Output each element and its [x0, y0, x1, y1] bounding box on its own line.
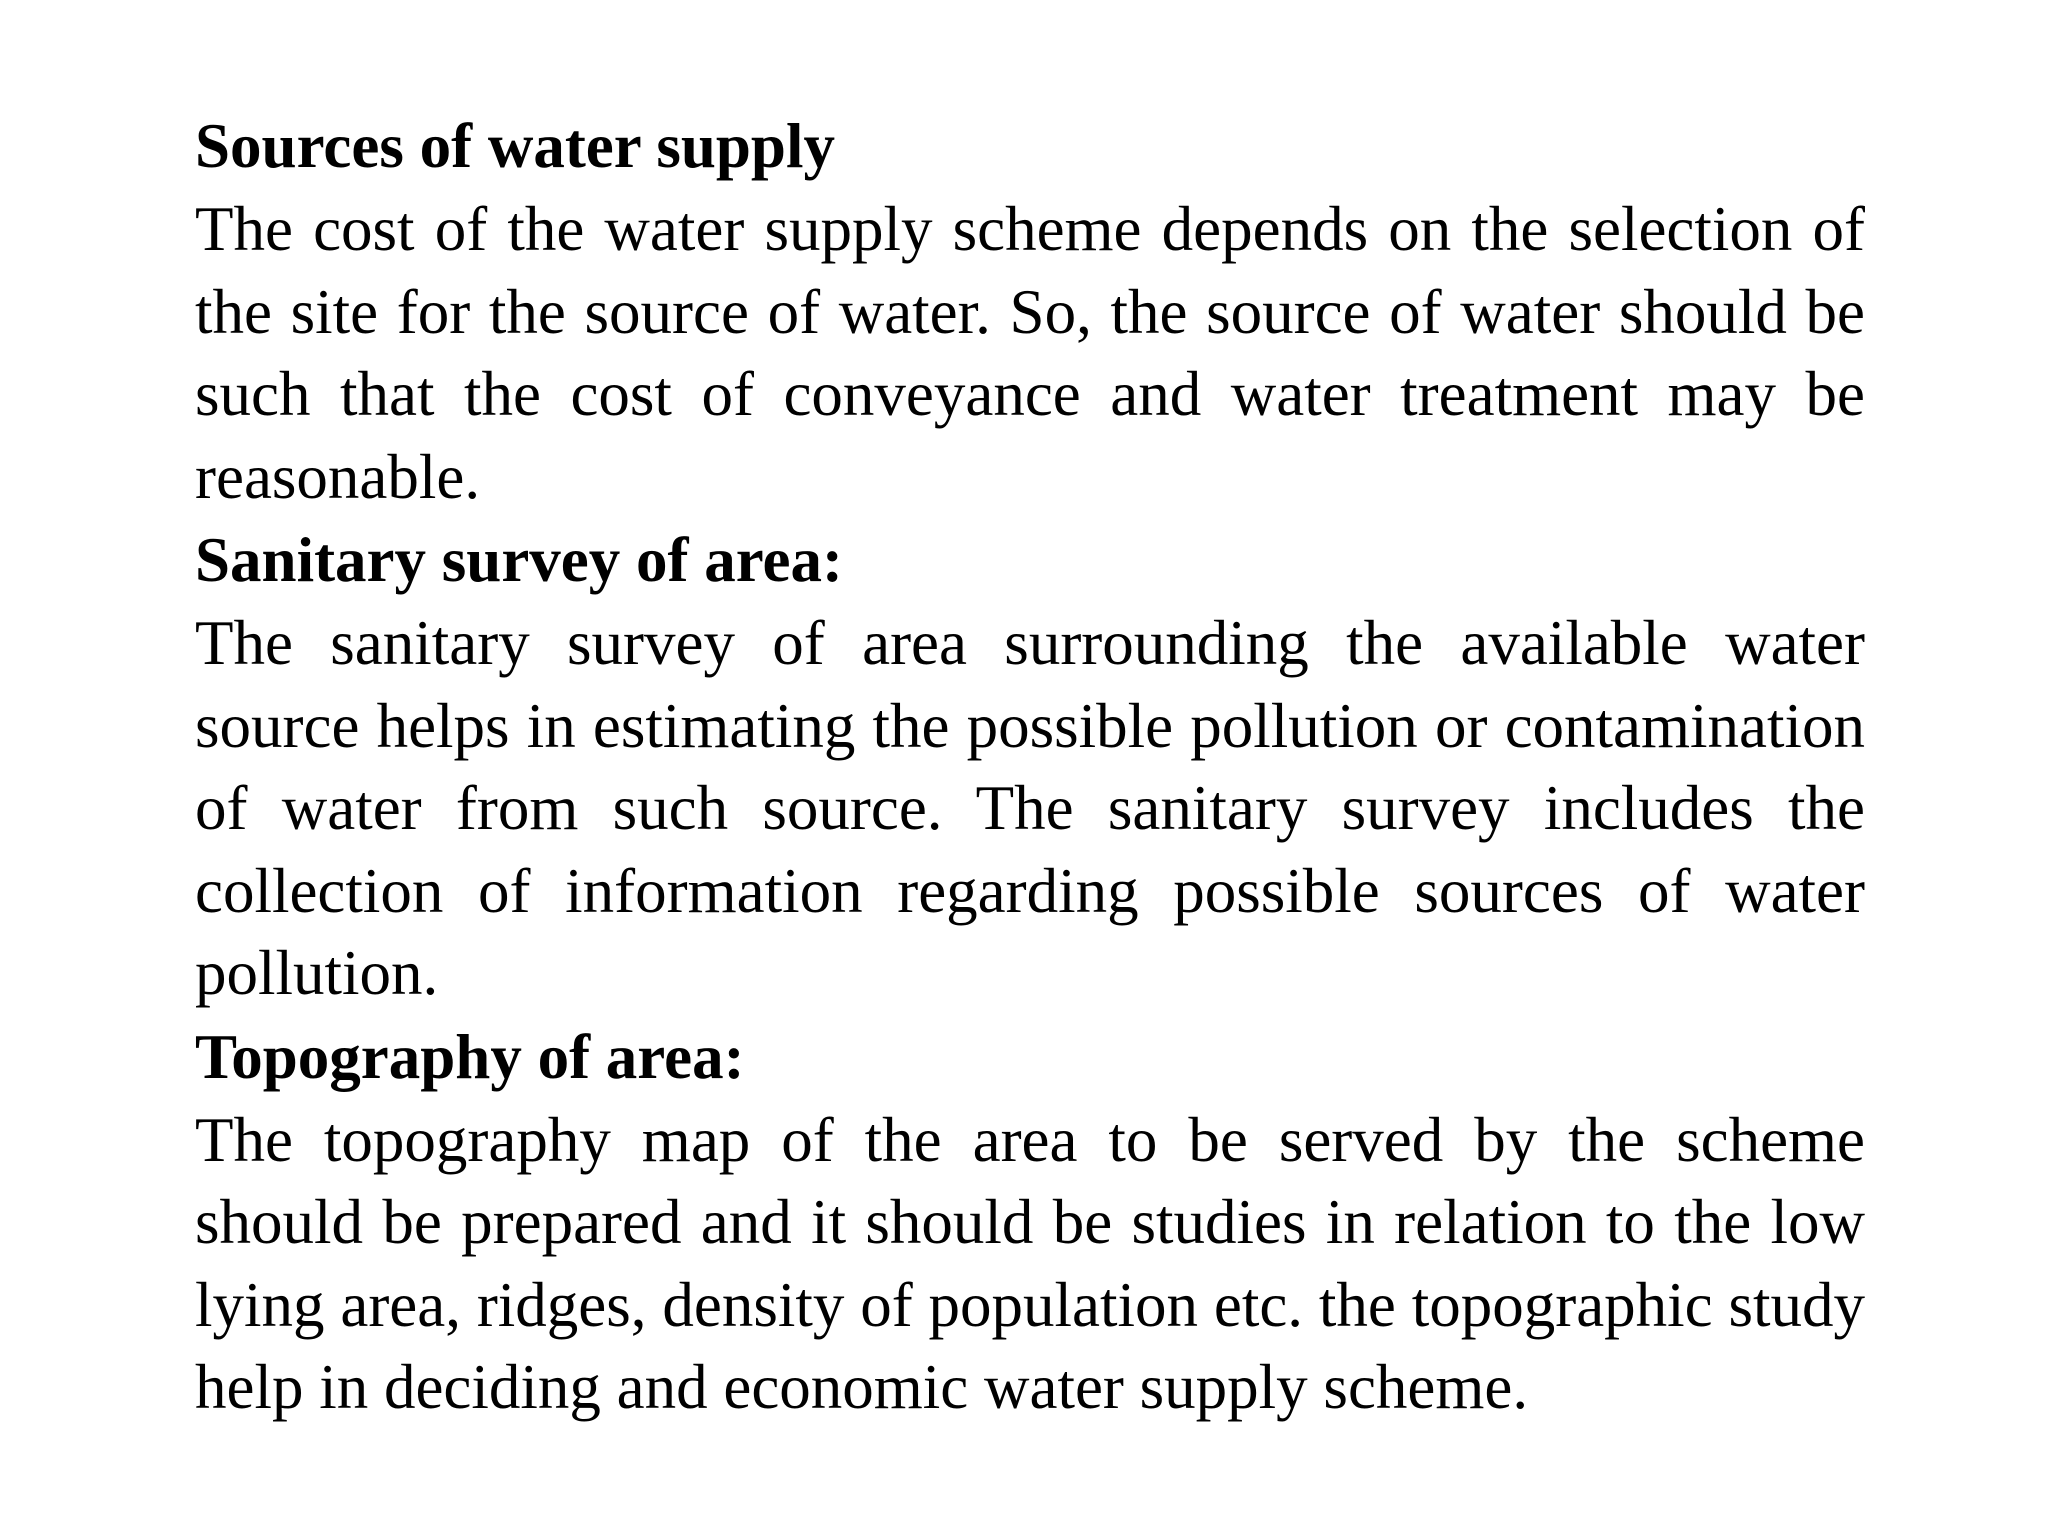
- section-heading-topography: Topography of area:: [195, 1021, 745, 1092]
- section-body-sanitary-survey: The sanitary survey of area surrounding the available water source helps in estimating the possible pollution or contamination of water from such source. The sanitary survey includes the collection of information regarding possible sources of water pollution.: [195, 608, 1865, 1008]
- section-body-sources-of-water-supply: The cost of the water supply scheme depends on the selection of the site for the source of water. So, the source of water should be such that the cost of conveyance and water treatment may be reasonable.: [195, 194, 1865, 512]
- section-heading-sources-of-water-supply: Sources of water supply: [195, 111, 835, 181]
- document-page: [195, 104, 1865, 1429]
- section-body-topography: The topography map of the area to be served by the scheme should be prepared and it should be studies in relation to the low lying area, ridges, density of population etc. the topographic study help in deciding and economic water supply scheme.: [195, 1104, 1865, 1422]
- section-heading-sanitary-survey: Sanitary survey of area:: [195, 525, 843, 595]
